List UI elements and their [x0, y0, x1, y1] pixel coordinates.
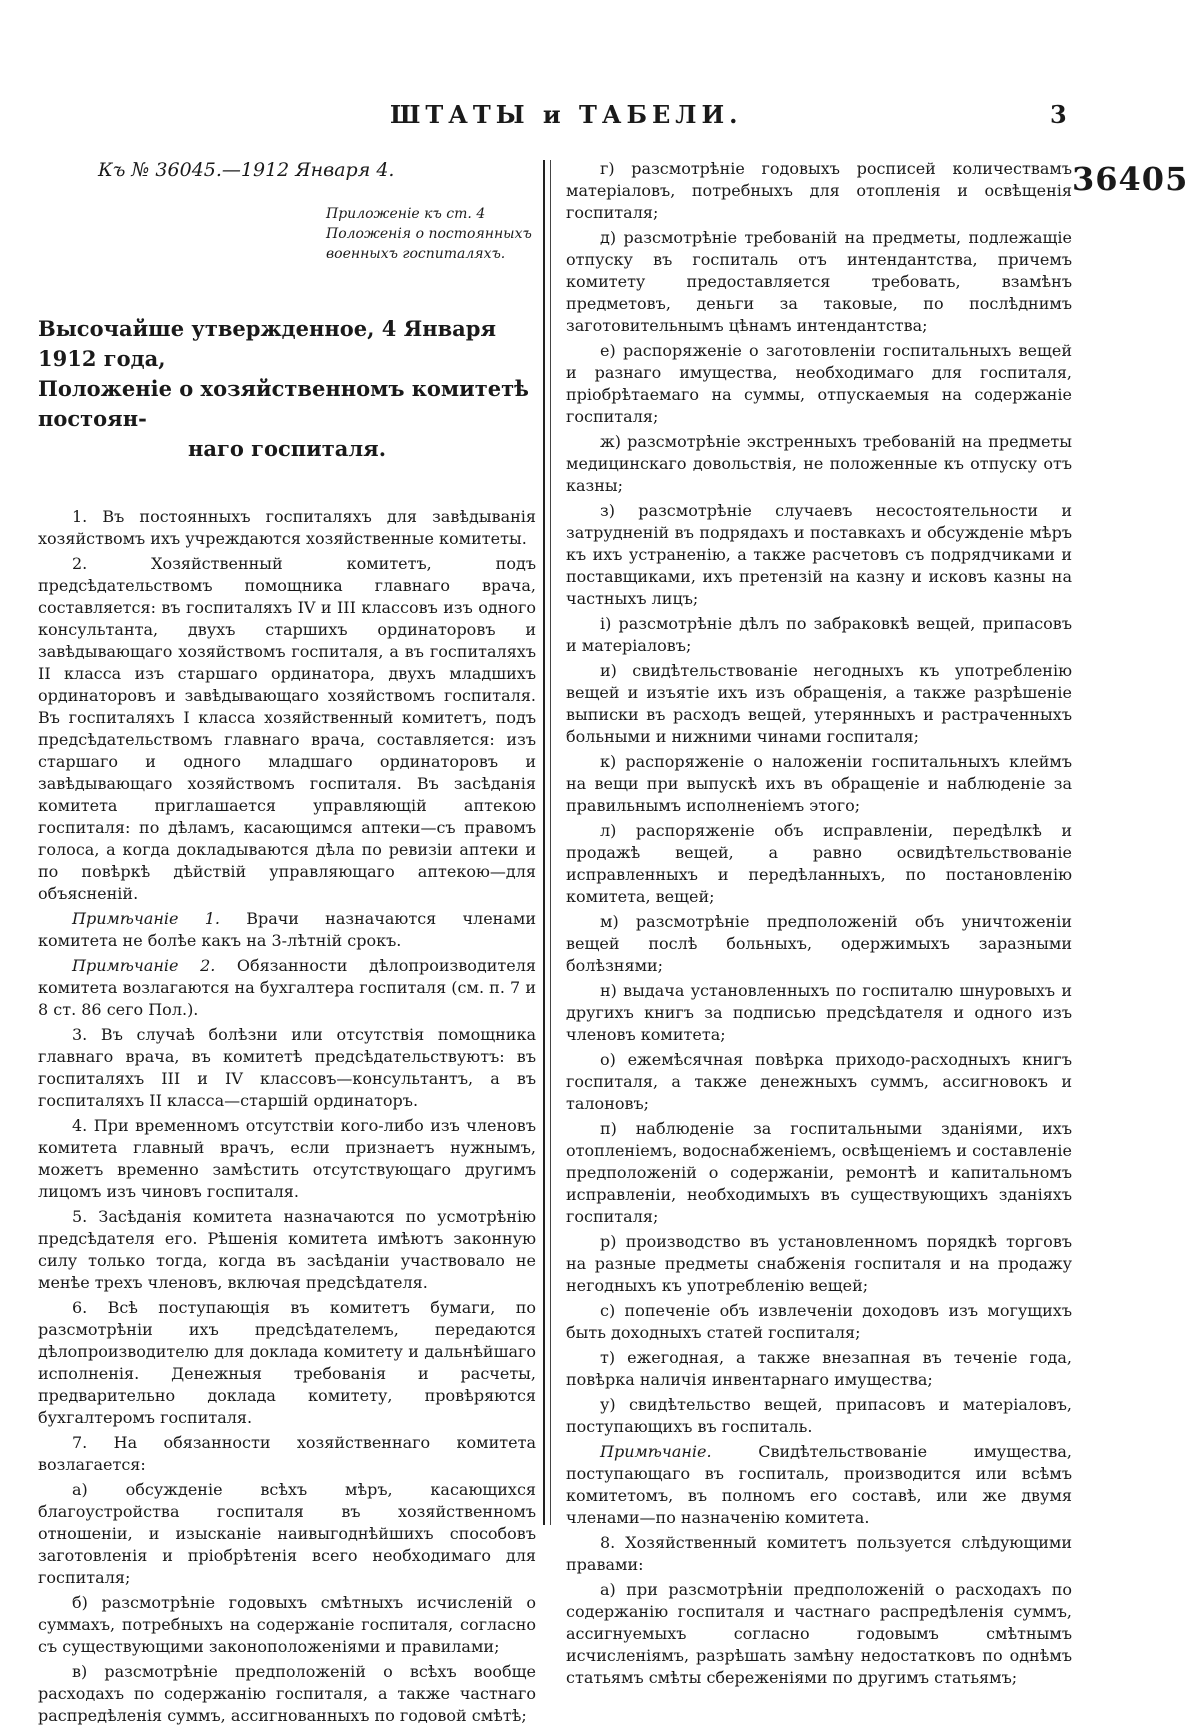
- list-item: а) обсужденіе всѣхъ мѣръ, касающихся благоустройства госпиталя въ хозяйственномъ отношеніи, и изысканіе наивыгоднѣйшихъ способовъ заготовленія и пріобрѣтенія всего необходимаго для госпиталя;: [38, 1480, 536, 1587]
- list-item: м) разсмотрѣніе предположеній объ уничтоженіи вещей послѣ больныхъ, одержимыхъ заразными болѣзнями;: [566, 912, 1072, 975]
- note-2: [38, 955, 536, 1021]
- paragraph: 5. Засѣданія комитета назначаются по усмотрѣнію предсѣдателя его. Рѣшенія комитета имѣютъ законную силу только тогда, когда въ засѣданіи участвовало не менѣе трехъ членовъ, включая предсѣдателя.: [38, 1207, 536, 1292]
- list-item: и) свидѣтельствованіе негодныхъ къ употребленію вещей и изъятіе ихъ изъ обращенія, а также разрѣшеніе выписки въ расходъ вещей, утерянныхъ и растраченныхъ больными и нижними чинами госпиталя;: [566, 661, 1072, 746]
- note-text: Свидѣтельствованіе имущества, поступающаго въ госпиталь, производится или всѣмъ комитетомъ, въ полномъ его составѣ, или же двумя членами—по назначенію комитета.: [566, 1442, 1072, 1527]
- running-title: ШТАТЫ и ТАБЕЛИ.: [390, 100, 743, 129]
- column-divider: [543, 160, 545, 1525]
- right-column: [566, 158, 1072, 1692]
- note-text: Обязанности дѣлопроизводителя комитета возлагаются на бухгалтера госпиталя (см. п. 7 и 8 ст. 86 сего Пол.).: [38, 956, 536, 1019]
- note-label: Примѣчаніе 1.: [72, 909, 220, 928]
- paragraph: 3. Въ случаѣ болѣзни или отсутствія помощника главнаго врача, въ комитетѣ предсѣдательствуютъ: въ госпиталяхъ III и IV классовъ—консультантъ, а въ госпиталяхъ II класса—старшій ординаторъ.: [38, 1025, 536, 1110]
- document-title: [38, 314, 536, 464]
- note-label: Примѣчаніе 2.: [72, 956, 216, 975]
- title-line-1: Высочайше утвержденное, 4 Января 1912 года,: [38, 316, 496, 371]
- list-item: а) при разсмотрѣніи предположеній о расходахъ по содержанію госпиталя и частнаго распредѣленія суммъ, ассигнуемыхъ согласно годовымъ смѣтнымъ исчисленіямъ, разрѣшать замѣну недостатковъ по однѣмъ статьямъ смѣты сбереженіями по другимъ статьямъ;: [566, 1580, 1072, 1687]
- left-column: [38, 158, 536, 1730]
- list-item: п) наблюденіе за госпитальными зданіями, ихъ отопленіемъ, водоснабженіемъ, освѣщеніемъ и составленіе предположеній о содержаніи, ремонтѣ и капитальномъ исправленіи, необходимыхъ въ существующихъ зданіяхъ госпиталя;: [566, 1119, 1072, 1226]
- list-item: г) разсмотрѣніе годовыхъ росписей количествамъ матеріаловъ, потребныхъ для отопленія и освѣщенія госпиталя;: [566, 159, 1072, 222]
- title-line-3: наго госпиталя.: [187, 436, 387, 461]
- list-item: о) ежемѣсячная повѣрка приходо-расходныхъ книгъ госпиталя, а также денежныхъ суммъ, ассигновокъ и талоновъ;: [566, 1050, 1072, 1113]
- list-item: р) производство въ установленномъ порядкѣ торговъ на разные предметы снабженія госпиталя и на продажу негодныхъ къ употребленію вещей;: [566, 1232, 1072, 1295]
- paragraph: 2. Хозяйственный комитетъ, подъ предсѣдательствомъ помощника главнаго врача, составляется: въ госпиталяхъ IV и III классовъ изъ одного консультанта, двухъ старшихъ ординаторовъ и завѣдывающаго хозяйствомъ госпиталя, а въ госпиталяхъ II класса изъ старшаго ординатора, двухъ младшихъ ординаторовъ и завѣдывающаго хозяйствомъ госпиталя. Въ госпиталяхъ I класса хозяйственный комитетъ, подъ предсѣдательствомъ главнаго врача, составляется: изъ старшаго и одного младшаго ординаторовъ и завѣдывающаго хозяйствомъ госпиталя. Въ засѣданія комитета приглашается управляющій аптекою госпиталя: по дѣламъ, касающимся аптеки—съ правомъ голоса, а когда докладываются дѣла по ревизіи аптеки и по повѣркѣ дѣйствій управляющаго аптекою—для объясненій.: [38, 554, 536, 903]
- paragraph: 6. Всѣ поступающія въ комитетъ бумаги, по разсмотрѣніи ихъ предсѣдателемъ, передаются дѣлопроизводителю для доклада комитету и дальнѣйшаго исполненія. Денежныя требованія и расчеты, предварительно доклада комитету, провѣряются бухгалтеромъ госпиталя.: [38, 1298, 536, 1427]
- title-line-2: Положеніе о хозяйственномъ комитетѣ постоян-: [38, 376, 529, 431]
- list-item: е) распоряженіе о заготовленіи госпитальныхъ вещей и разнаго имущества, необходимаго для госпиталя, пріобрѣтаемаго на суммы, отпускаемыя на содержаніе госпиталя;: [566, 341, 1072, 426]
- page-header: [0, 100, 1200, 140]
- page-number: 3: [1050, 100, 1067, 129]
- list-item: з) разсмотрѣніе случаевъ несостоятельности и затрудненій въ подрядахъ и поставкахъ и обсужденіе мѣръ къ ихъ устраненію, а также расчетовъ съ подрядчиками и поставщиками, ихъ претензій на казну и исковъ казны на частныхъ лицъ;: [566, 501, 1072, 608]
- list-item: д) разсмотрѣніе требованій на предметы, подлежащіе отпуску въ госпиталь отъ интендантства, причемъ комитету предоставляется требовать, взамѣнъ предметовъ, деньги за таковые, по послѣднимъ заготовительнымъ цѣнамъ интендантства;: [566, 228, 1072, 335]
- reference-line: Къ № 36045.—1912 Января 4.: [98, 159, 395, 181]
- note-1: [38, 908, 536, 952]
- list-item: у) свидѣтельство вещей, припасовъ и матеріаловъ, поступающихъ въ госпиталь.: [566, 1395, 1072, 1436]
- appendix-note: Приложеніе къ ст. 4 Положенія о постоянныхъ военныхъ госпиталяхъ.: [326, 206, 532, 262]
- column-divider-thin: [550, 160, 551, 1525]
- list-item: с) попеченіе объ извлеченіи доходовъ изъ могущихъ быть доходныхъ статей госпиталя;: [566, 1301, 1072, 1342]
- note: [566, 1441, 1072, 1529]
- list-item: б) разсмотрѣніе годовыхъ смѣтныхъ исчисленій о суммахъ, потребныхъ на содержаніе госпиталя, согласно съ существующими законоположеніями и правилами;: [38, 1593, 536, 1656]
- list-item: л) распоряженіе объ исправленіи, передѣлкѣ и продажѣ вещей, а равно освидѣтельствованіе исправленныхъ и передѣланныхъ, по постановленію комитета, вещей;: [566, 821, 1072, 906]
- serial-number: 36405: [1072, 160, 1189, 198]
- list-item: і) разсмотрѣніе дѣлъ по забраковкѣ вещей, припасовъ и матеріаловъ;: [566, 614, 1072, 655]
- paragraph: 1. Въ постоянныхъ госпиталяхъ для завѣдыванія хозяйствомъ ихъ учреждаются хозяйственные комитеты.: [38, 507, 536, 548]
- list-item: н) выдача установленныхъ по госпиталю шнуровыхъ и другихъ книгъ за подписью предсѣдателя и одного изъ членовъ комитета;: [566, 981, 1072, 1044]
- list-item: к) распоряженіе о наложеніи госпитальныхъ клеймъ на вещи при выпускѣ ихъ въ обращеніе и наблюденіе за правильнымъ исполненіемъ этого;: [566, 752, 1072, 815]
- paragraph: 4. При временномъ отсутствіи кого-либо изъ членовъ комитета главный врачъ, если признаетъ нужнымъ, можетъ временно замѣстить отсутствующаго другимъ лицомъ изъ чиновъ госпиталя.: [38, 1116, 536, 1201]
- paragraph: 8. Хозяйственный комитетъ пользуется слѣдующими правами:: [566, 1533, 1072, 1574]
- note-label: Примѣчаніе.: [600, 1442, 712, 1461]
- list-item: ж) разсмотрѣніе экстренныхъ требованій на предметы медицинскаго довольствія, не положенные къ отпуску отъ казны;: [566, 432, 1072, 495]
- list-item: т) ежегодная, а также внезапная въ теченіе года, повѣрка наличія инвентарнаго имущества;: [566, 1348, 1072, 1389]
- note-text: Врачи назначаются членами комитета не болѣе какъ на 3-лѣтній срокъ.: [38, 909, 536, 950]
- list-item: в) разсмотрѣніе предположеній о всѣхъ вообще расходахъ по содержанію госпиталя, а также частнаго распредѣленія суммъ, ассигнованныхъ по годовой смѣтѣ;: [38, 1662, 536, 1725]
- paragraph: 7. На обязанности хозяйственнаго комитета возлагается:: [38, 1433, 536, 1474]
